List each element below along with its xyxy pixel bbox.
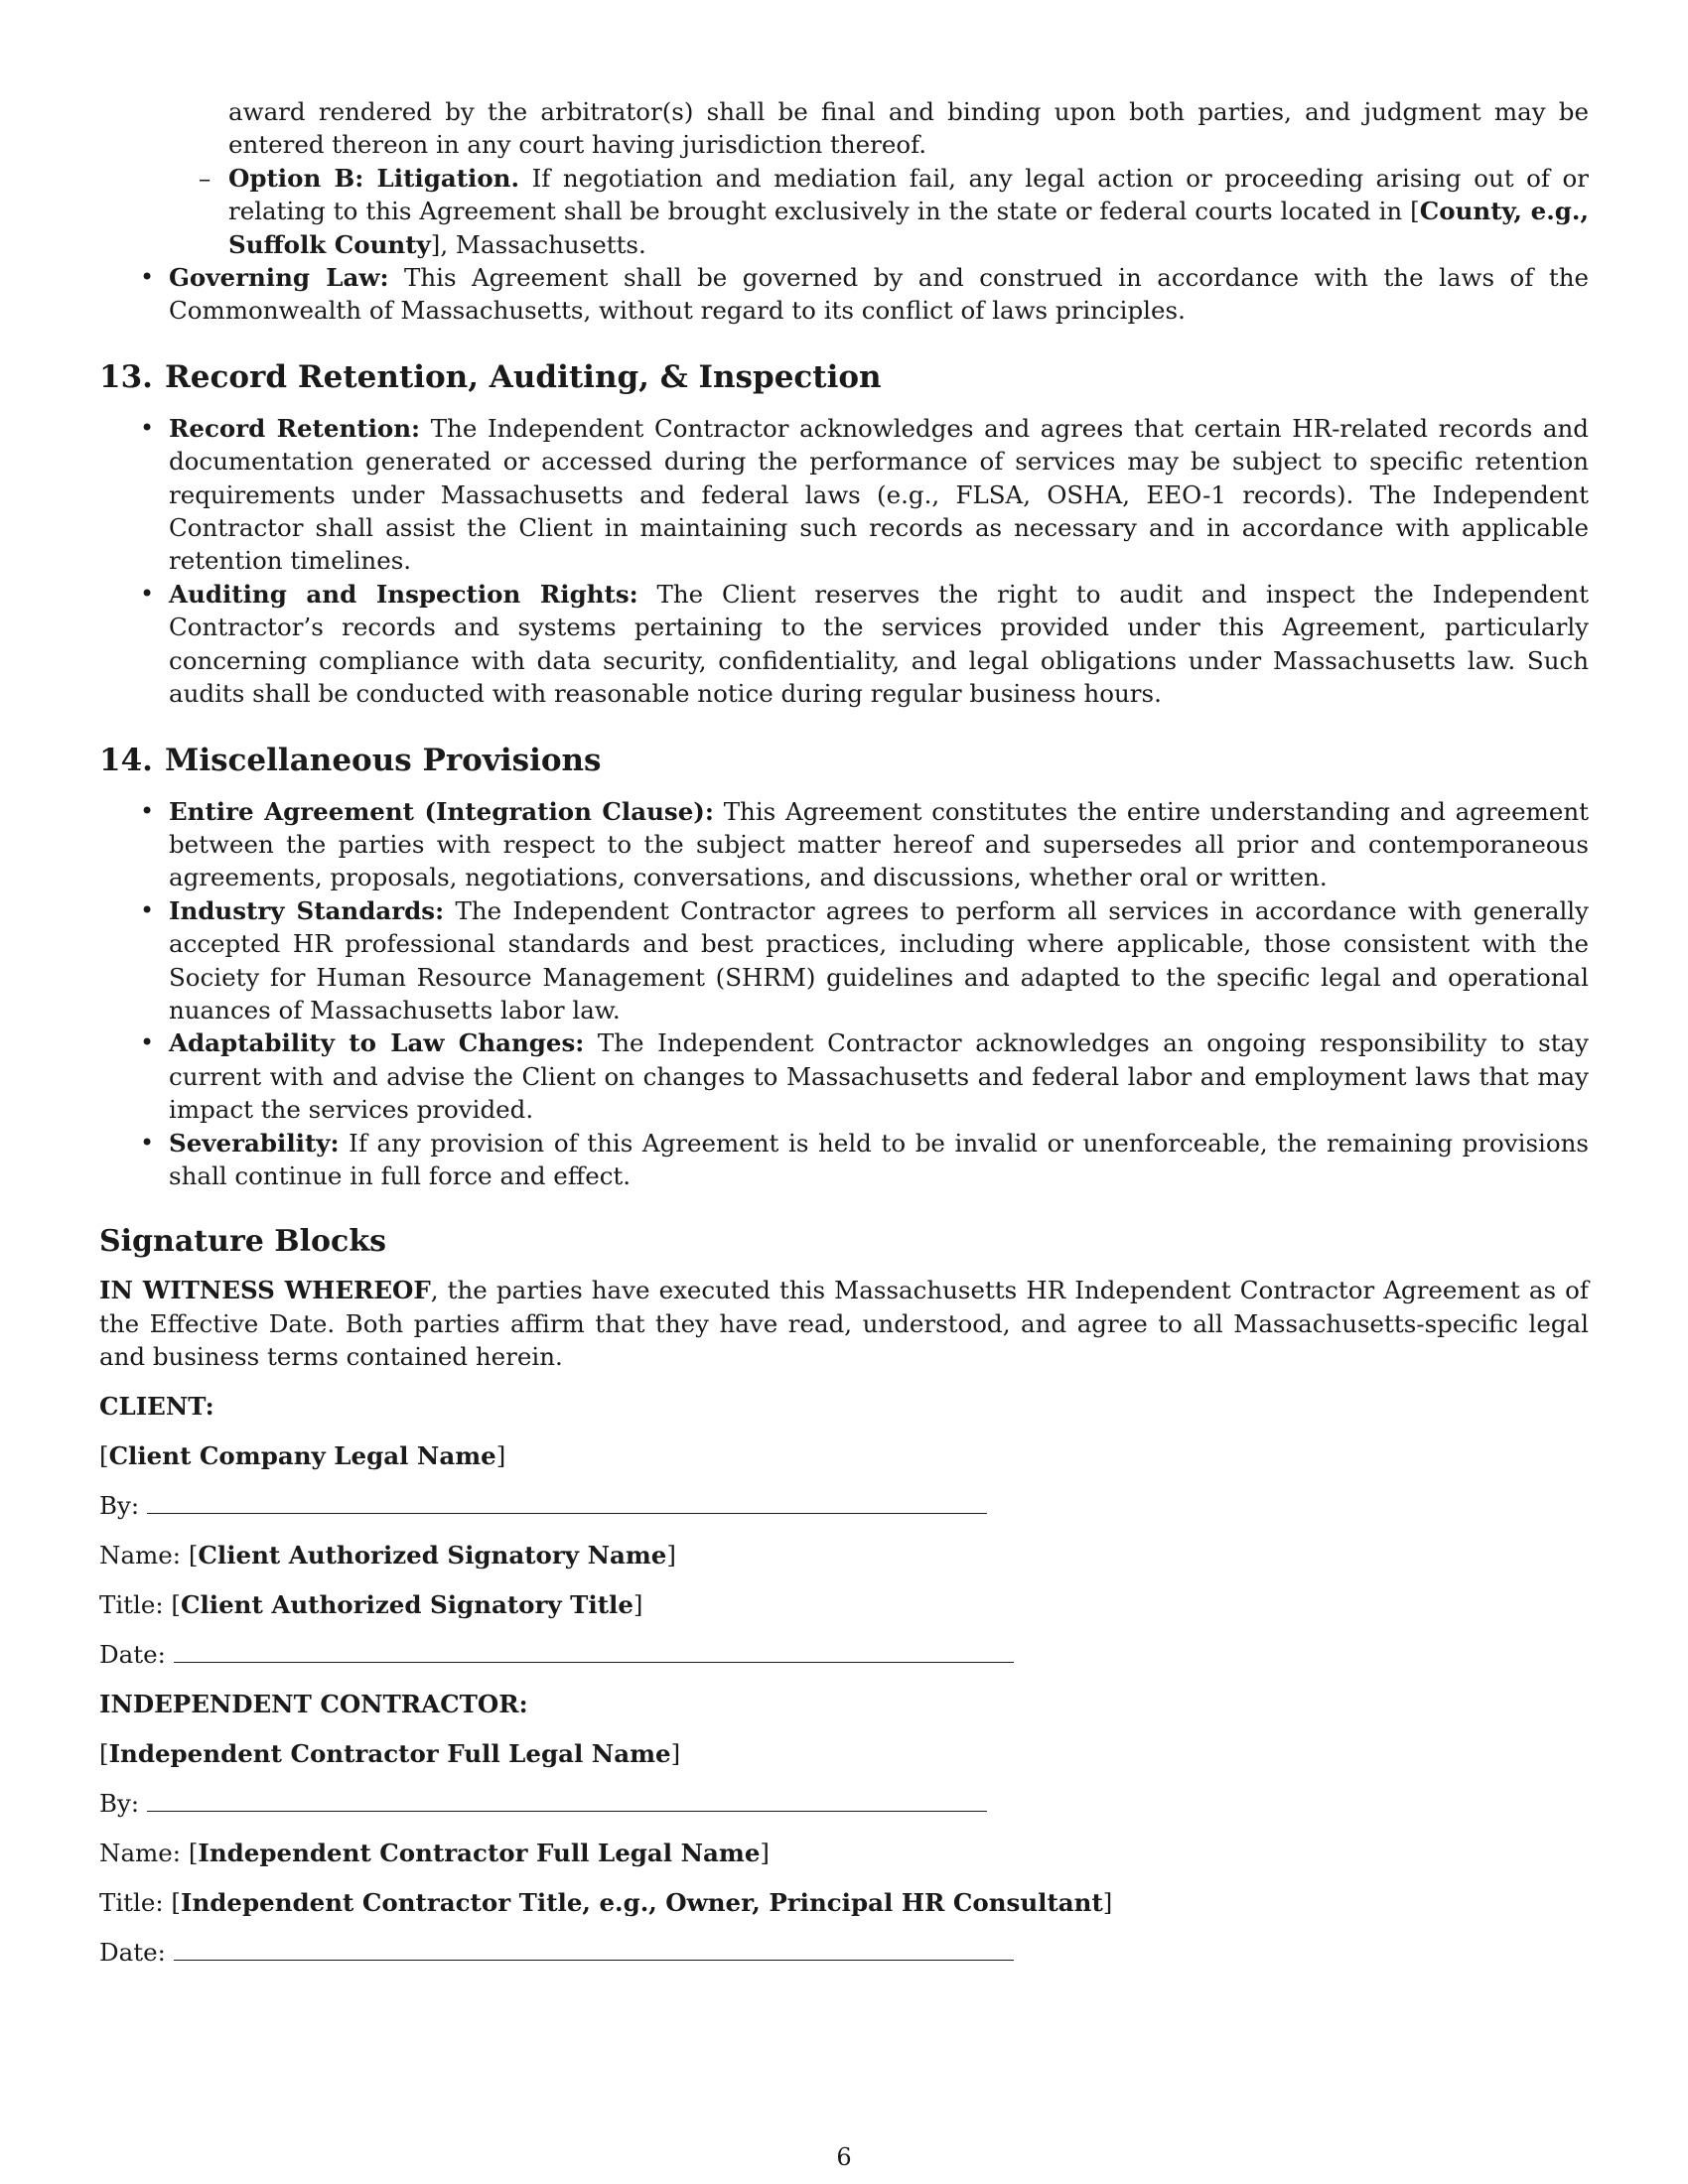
section-12-sublist bbox=[199, 95, 1589, 261]
section-13-list bbox=[140, 412, 1589, 711]
option-b-text-end: ], Massachusetts. bbox=[430, 229, 646, 259]
client-name-line: Name: [Client Authorized Signatory Name] bbox=[99, 1540, 676, 1570]
bullet-marker: • bbox=[140, 1128, 155, 1157]
name-label: Name: bbox=[99, 1540, 182, 1570]
record-retention-item bbox=[140, 412, 1589, 578]
list-item-label: Severability: bbox=[169, 1128, 340, 1158]
client-title-line: Title: [Client Authorized Signatory Title] bbox=[99, 1589, 643, 1619]
option-b-county: County, e.g., Suffolk County bbox=[228, 197, 1589, 259]
contractor-heading-text: INDEPENDENT CONTRACTOR: bbox=[99, 1689, 528, 1718]
contractor-date-line bbox=[99, 1936, 1589, 1970]
option-a-continuation bbox=[228, 95, 1589, 162]
industry-standards-item bbox=[140, 894, 1589, 1027]
client-heading bbox=[99, 1390, 1589, 1424]
date-label: Date: bbox=[99, 1639, 166, 1669]
bullet-marker: • bbox=[140, 413, 155, 442]
contractor-signature-field[interactable] bbox=[147, 1787, 987, 1812]
contractor-date-field[interactable] bbox=[174, 1936, 1014, 1961]
contractor-name-line: Name: [Independent Contractor Full Legal Name] bbox=[99, 1838, 770, 1867]
list-item-text: The Independent Contractor acknowledges and agrees that certain HR-related records and documentation generated or accessed during the performance of services may be subject to specific retention requirements under Massachusetts and federal laws (e.g., FLSA, OSHA, EEO-1 records). The Independent Contractor shall assist the Client in maintaining such records as necessary and in accordance with applicable retention timelines. bbox=[169, 413, 1589, 576]
bullet-marker: • bbox=[140, 796, 155, 825]
contractor-title-value: Independent Contractor Title, e.g., Owner, Principal HR Consultant bbox=[180, 1887, 1103, 1917]
bullet-marker: • bbox=[140, 263, 155, 292]
document-page bbox=[99, 95, 1589, 1970]
client-by-line bbox=[99, 1489, 1589, 1523]
section-12-list bbox=[140, 261, 1589, 328]
bullet-marker: • bbox=[140, 895, 155, 924]
bullet-marker: • bbox=[140, 1028, 155, 1057]
name-label: Name: bbox=[99, 1838, 182, 1867]
witness-label: IN WITNESS WHEREOF bbox=[99, 1276, 431, 1305]
list-item-text: The Independent Contractor agrees to perform all services in accordance with generally accepted HR professional standards and best practices, including where applicable, those consistent with the Society for Human Resource Management (SHRM) guidelines and adapted to the specific legal and operational nuances of Massachusetts labor law. bbox=[169, 895, 1589, 1024]
option-b-text: If negotiation and mediation fail, any legal action or proceeding arising out of or relating to this Agreement shall be brought exclusively in the state or federal courts located in [ bbox=[228, 163, 1589, 226]
section-13-heading bbox=[99, 357, 1589, 397]
list-item-label: Record Retention: bbox=[169, 413, 421, 443]
list-item-text: If any provision of this Agreement is held to be invalid or unenforceable, the remaining provisions shall continue in full force and effect. bbox=[169, 1128, 1589, 1190]
contractor-company: [Independent Contractor Full Legal Name] bbox=[99, 1738, 681, 1768]
section-13-number: 13. bbox=[99, 358, 153, 395]
client-company-name: Client Company Legal Name bbox=[108, 1440, 496, 1470]
dash-marker: – bbox=[199, 163, 211, 193]
date-label: Date: bbox=[99, 1937, 166, 1967]
severability-item bbox=[140, 1127, 1589, 1193]
option-b-label: Option B: Litigation. bbox=[228, 163, 520, 193]
entire-agreement-item bbox=[140, 795, 1589, 894]
contractor-heading bbox=[99, 1688, 1589, 1721]
witness-text: , the parties have executed this Massachusetts HR Independent Contractor Agreement as of the Effective Date. Both parties affirm that they have read, understood, and agree to all Massachusetts-specific legal and business terms contained herein. bbox=[99, 1276, 1589, 1372]
governing-law-label: Governing Law: bbox=[169, 263, 389, 293]
governing-law-item bbox=[140, 261, 1589, 328]
title-label: Title: bbox=[99, 1589, 164, 1619]
section-14-number: 14. bbox=[99, 742, 153, 778]
section-14-heading bbox=[99, 741, 1589, 780]
auditing-item bbox=[140, 578, 1589, 711]
option-a-text: award rendered by the arbitrator(s) shall be final and binding upon both parties, and judgment may be entered thereon in any court having jurisdiction thereof. bbox=[228, 97, 1589, 160]
list-item-text: The Independent Contractor acknowledges an ongoing responsibility to stay current with and advise the Client on changes to Massachusetts and federal labor and employment laws that may impact the services provided. bbox=[169, 1028, 1589, 1125]
list-item-label: Auditing and Inspection Rights: bbox=[169, 579, 638, 609]
contractor-name-value: Independent Contractor Full Legal Name bbox=[198, 1838, 761, 1867]
signature-blocks-heading: Signature Blocks bbox=[99, 1224, 386, 1260]
witness-paragraph bbox=[99, 1274, 1589, 1373]
section-14-list bbox=[140, 795, 1589, 1193]
contractor-by-line bbox=[99, 1787, 1589, 1821]
governing-law-text: This Agreement shall be governed by and construed in accordance with the laws of the Commonwealth of Massachusetts, without regard to its conflict of laws principles. bbox=[169, 263, 1589, 326]
client-date-field[interactable] bbox=[174, 1638, 1014, 1663]
list-item-label: Industry Standards: bbox=[169, 895, 445, 925]
list-item-label: Adaptability to Law Changes: bbox=[169, 1028, 585, 1058]
list-item-label: Entire Agreement (Integration Clause): bbox=[169, 796, 714, 826]
bullet-marker: • bbox=[140, 579, 155, 608]
adaptability-item bbox=[140, 1026, 1589, 1126]
contractor-company-name: Independent Contractor Full Legal Name bbox=[108, 1738, 671, 1768]
option-b-item bbox=[199, 162, 1589, 261]
client-title-value: Client Authorized Signatory Title bbox=[180, 1589, 633, 1619]
section-13-title: Record Retention, Auditing, & Inspection bbox=[165, 358, 882, 395]
by-label: By: bbox=[99, 1788, 140, 1818]
page-number: 6 bbox=[836, 2143, 852, 2171]
client-heading-text: CLIENT: bbox=[99, 1391, 214, 1421]
list-item-text: The Client reserves the right to audit and inspect the Independent Contractor’s records and systems pertaining to the services provided under this Agreement, particularly concerning compliance with data security, confidentiality, and legal obligations under Massachusetts law. Such audits shall be conducted with reasonable notice during regular business hours. bbox=[169, 579, 1589, 709]
client-name-value: Client Authorized Signatory Name bbox=[198, 1540, 667, 1570]
contractor-title-line: Title: [Independent Contractor Title, e.g., Owner, Principal HR Consultant] bbox=[99, 1887, 1113, 1917]
by-label: By: bbox=[99, 1490, 140, 1520]
title-label: Title: bbox=[99, 1887, 164, 1917]
client-date-line bbox=[99, 1638, 1589, 1672]
client-company: [Client Company Legal Name] bbox=[99, 1440, 506, 1470]
section-14-title: Miscellaneous Provisions bbox=[165, 742, 602, 778]
client-signature-field[interactable] bbox=[147, 1489, 987, 1514]
list-item-text: This Agreement constitutes the entire understanding and agreement between the parties with respect to the subject matter hereof and supersedes all prior and contemporaneous agreements, proposals, negotiations, conversations, and discussions, whether oral or written. bbox=[169, 796, 1589, 892]
